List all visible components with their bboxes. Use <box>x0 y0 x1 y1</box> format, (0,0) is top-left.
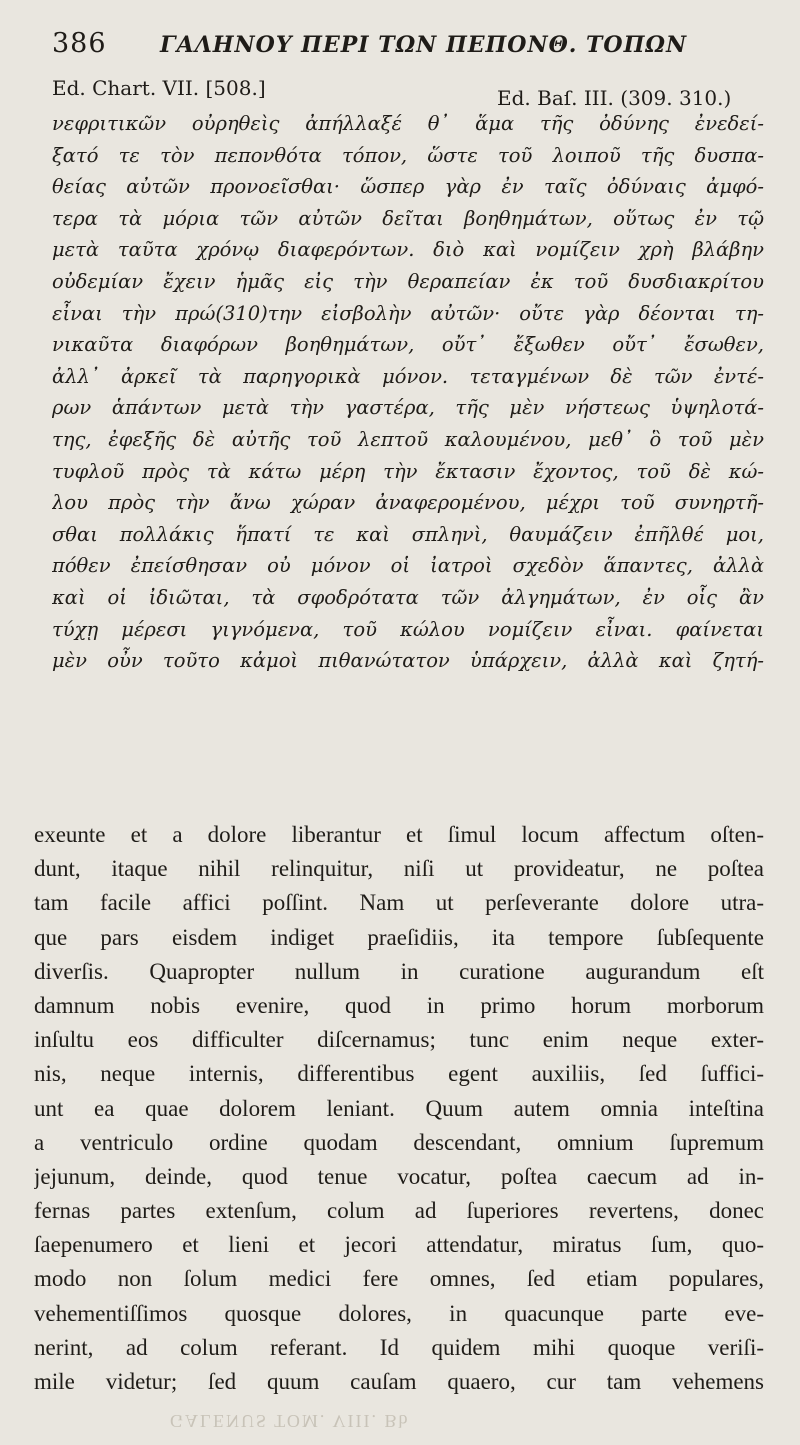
latin-text-line: ſaepenumero et lieni et jecori attendatur, miratus ſum, quo- <box>34 1232 764 1258</box>
latin-text-line: diverſis. Quapropter nullum in curatione augurandum eſt <box>34 958 764 984</box>
edition-reference-left: Ed. Chart. VII. [508.] <box>52 76 266 100</box>
greek-text-block <box>52 108 764 677</box>
latin-text-line: damnum nobis evenire, quod in primo horum morborum <box>34 992 764 1018</box>
greek-text-line: μετὰ ταῦτα χρόνῳ διαφερόντων. διὸ καὶ νομίζειν χρὴ βλάβην <box>52 238 764 262</box>
show-through-text: GALENUS TOM. VIII. Bb <box>170 1411 410 1431</box>
greek-text-line: ξατό τε τὸν πεπονθότα τόπον, ὥστε τοῦ λοιποῦ τῆς δυσπα- <box>52 143 764 167</box>
latin-text-line: nerint, ad colum referant. Id quidem mihi quoque veriſi- <box>34 1334 764 1360</box>
greek-text-line: θείας αὐτῶν προνοεῖσθαι· ὥσπερ γὰρ ἐν ταῖς ὀδύναις ἀμφό- <box>52 175 764 199</box>
page-number: 386 <box>52 28 107 59</box>
greek-text-line: σθαι πολλάκις ἥπατί τε καὶ σπληνὶ, θαυμάζειν ἐπῆλθέ μοι, <box>52 522 764 546</box>
greek-text-line: νικαῦτα διαφόρων βοηθημάτων, οὔτ᾽ ἔξωθεν οὔτ᾽ ἔσωθεν, <box>52 333 764 357</box>
latin-text-line: mile videtur; ſed quum cauſam quaero, cur tam vehemens <box>34 1369 764 1394</box>
latin-text-line: fernas partes extenſum, colum ad ſuperiores revertens, donec <box>34 1198 764 1224</box>
greek-text-line: εἶναι τὴν πρώ(310)την εἰσβολὴν αὐτῶν· οὔτε γὰρ δέονται τη- <box>52 301 764 325</box>
latin-text-line: vehementiſſimos quosque dolores, in quacunque parte eve- <box>34 1300 764 1326</box>
latin-text-line: nis, neque internis, differentibus egent auxiliis, ſed ſuffici- <box>34 1061 764 1087</box>
greek-text-line: οὐδεμίαν ἔχειν ἡμᾶς εἰς τὴν θεραπείαν ἐκ τοῦ δυσδιακρίτου <box>52 269 764 293</box>
greek-text-line: καὶ οἱ ἰδιῶται, τὰ σφοδρότατα τῶν ἀλγημάτων, ἐν οἷς ἂν <box>52 585 764 609</box>
latin-text-line: a ventriculo ordine quodam descendant, omnium ſupremum <box>34 1129 764 1155</box>
latin-text-line: exeunte et a dolore liberantur et ſimul locum affectum oſten- <box>34 822 764 847</box>
greek-text-line: πόθεν ἐπείσθησαν οὐ μόνον οἱ ἰατροὶ σχεδὸν ἅπαντες, ἀλλὰ <box>52 554 764 578</box>
greek-text-line: τύχῃ μέρεσι γιγνόμενα, τοῦ κώλου νομίζειν εἶναι. φαίνεται <box>52 617 764 641</box>
latin-text-block <box>34 818 764 1399</box>
greek-text-line: τερα τὰ μόρια τῶν αὐτῶν δεῖται βοηθημάτων, οὕτως ἐν τῷ <box>52 206 764 230</box>
greek-text-line: τυφλοῦ πρὸς τὰ κάτω μέρη τὴν ἔκτασιν ἔχοντος, τοῦ δὲ κώ- <box>52 459 764 483</box>
greek-text-line: της, ἐφεξῆς δὲ αὐτῆς τοῦ λεπτοῦ καλουμένου, μεθ᾽ ὃ τοῦ μὲν <box>52 427 764 451</box>
greek-text-line: νεφριτικῶν οὐρηθεὶς ἀπήλλαξέ θ᾽ ἅμα τῆς ὀδύνης ἐνεδεί- <box>52 112 764 135</box>
greek-text-line: ρων ἁπάντων μετὰ τὴν γαστέρα, τῆς μὲν νήστεως ὑψηλοτά- <box>52 396 764 420</box>
latin-text-line: que pars eisdem indiget praeſidiis, ita tempore ſubſequente <box>34 924 764 950</box>
latin-text-line: jejunum, deinde, quod tenue vocatur, poſtea caecum ad in- <box>34 1163 764 1189</box>
edition-reference-right: Ed. Baſ. III. (309. 310.) <box>497 86 732 110</box>
latin-text-line: inſultu eos difficulter diſcernamus; tunc enim neque exter- <box>34 1027 764 1053</box>
latin-text-line: dunt, itaque nihil relinquitur, niſi ut provideatur, ne poſtea <box>34 856 764 882</box>
greek-text-line: λου πρὸς τὴν ἄνω χώραν ἀναφερομένου, μέχρι τοῦ συνηρτῆ- <box>52 491 764 515</box>
greek-text-line: μὲν οὖν τοῦτο κἀμοὶ πιθανώτατον ὑπάρχειν, ἀλλὰ καὶ ζητή- <box>52 649 764 673</box>
running-title: ΓΑΛΗΝΟΥ ΠΕΡΙ ΤΩΝ ΠΕΠΟΝΘ. ΤΟΠΩΝ <box>160 32 688 58</box>
latin-text-line: modo non ſolum medici fere omnes, ſed etiam populares, <box>34 1266 764 1292</box>
latin-text-line: unt ea quae dolorem leniant. Quum autem omnia inteſtina <box>34 1095 764 1121</box>
latin-text-line: tam facile affici poſſint. Nam ut perſeverante dolore utra- <box>34 890 764 916</box>
greek-text-line: ἀλλ᾽ ἀρκεῖ τὰ παρηγορικὰ μόνον. τεταγμένων δὲ τῶν ἐντέ- <box>52 364 764 388</box>
